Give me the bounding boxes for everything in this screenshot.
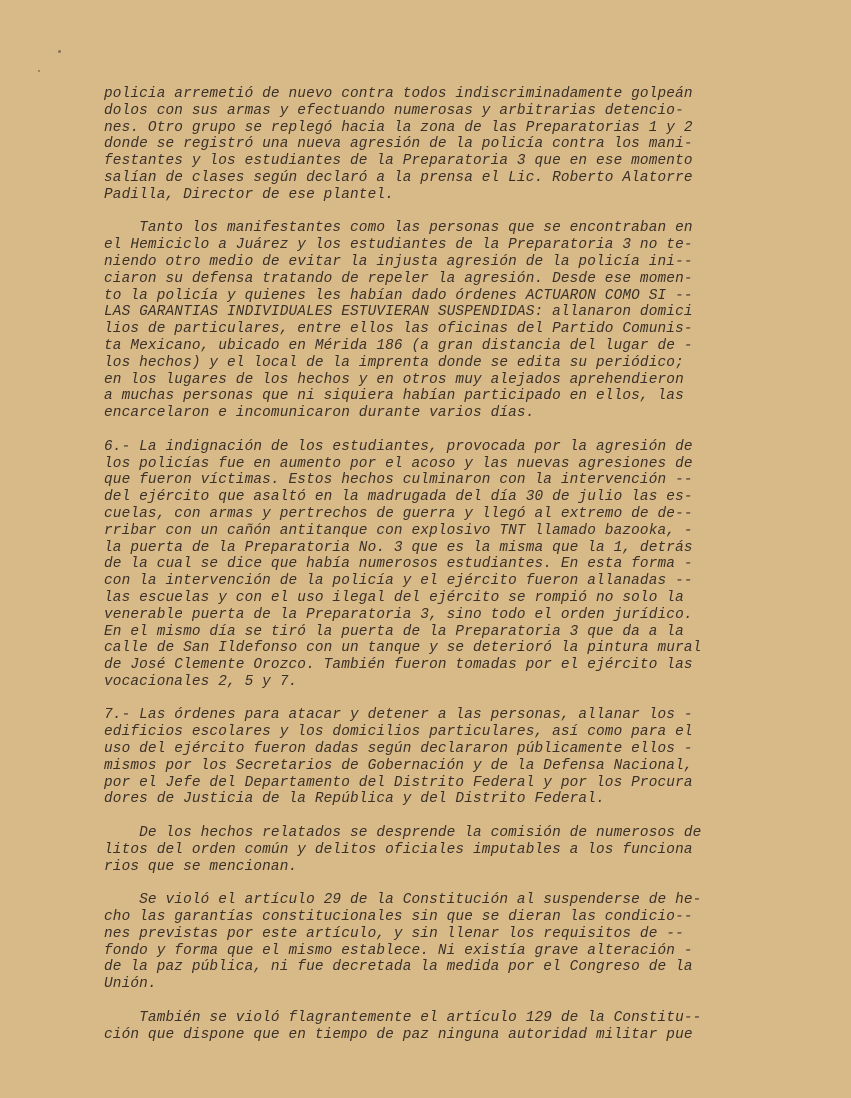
text-line: salían de clases según declaró a la prensa el Lic. Roberto Alatorre — [104, 169, 693, 186]
text-line: dores de Justicia de la República y del Distrito Federal. — [104, 791, 605, 808]
text-line: nes. Otro grupo se replegó hacia la zona de las Preparatorias 1 y 2 — [104, 119, 693, 136]
text-line: encarcelaron e incomunicaron durante varios días. — [104, 405, 535, 422]
text-line: LAS GARANTIAS INDIVIDUALES ESTUVIERAN SUSPENDIDAS: allanaron domici — [104, 304, 693, 321]
text-line: los hechos) y el local de la imprenta donde se edita su periódico; — [104, 354, 684, 371]
text-line: En el mismo día se tiró la puerta de la Preparatoria 3 que da a la — [104, 623, 684, 640]
text-line: 7.- Las órdenes para atacar y detener a las personas, allanar los - — [104, 707, 693, 724]
text-line: nes previstas por este artículo, y sin llenar los requisitos de -- — [104, 925, 684, 942]
text-line: cuelas, con armas y pertrechos de guerra y llegó al extremo de de-- — [104, 505, 693, 522]
text-line: donde se registró una nueva agresión de la policía contra los mani- — [104, 136, 693, 153]
text-line: la puerta de la Preparatoria No. 3 que es la misma que la 1, detrás — [104, 539, 693, 556]
text-line: el Hemiciclo a Juárez y los estudiantes de la Preparatoria 3 no te- — [104, 237, 693, 254]
paragraph — [104, 439, 791, 691]
text-line: por el Jefe del Departamento del Distrito Federal y por los Procura — [104, 774, 693, 791]
text-line: 6.- La indignación de los estudiantes, provocada por la agresión de — [104, 438, 693, 455]
text-line: calle de San Ildefonso con un tanque y se deterioró la pintura mural — [104, 640, 702, 657]
paragraph — [104, 892, 791, 993]
text-line: Se violó el artículo 29 de la Constitución al suspenderse de he- — [104, 892, 702, 909]
text-line: to la policía y quienes les habían dado órdenes ACTUARON COMO SI -- — [104, 287, 693, 304]
text-line: litos del orden común y delitos oficiales imputables a los funciona — [104, 841, 693, 858]
text-line: uso del ejército fueron dadas según declararon públicamente ellos - — [104, 741, 693, 758]
text-line: rios que se mencionan. — [104, 858, 298, 875]
text-line: con la intervención de la policía y el ejército fueron allanadas -- — [104, 573, 693, 590]
text-line: rribar con un cañón antitanque con explosivo TNT llamado bazooka, - — [104, 522, 693, 539]
text-line: festantes y los estudiantes de la Preparatoria 3 que en ese momento — [104, 153, 693, 170]
paper-speck — [58, 50, 61, 53]
text-line: niendo otro medio de evitar la injusta agresión de la policía ini-- — [104, 253, 693, 270]
text-line: de la cual se dice que había numerosos estudiantes. En esta forma - — [104, 556, 693, 573]
text-line: mismos por los Secretarios de Gobernación y de la Defensa Nacional, — [104, 757, 693, 774]
text-line: Padilla, Director de ese plantel. — [104, 186, 394, 203]
paragraph — [104, 220, 791, 422]
text-line: policia arremetió de nuevo contra todos indiscriminadamente golpeán — [104, 86, 693, 102]
text-line: a muchas personas que ni siquiera habían participado en ellos, las — [104, 388, 684, 405]
text-line: vocacionales 2, 5 y 7. — [104, 673, 298, 690]
text-line: ciaron su defensa tratando de repeler la agresión. Desde ese momen- — [104, 270, 693, 287]
text-line: ta Mexicano, ubicado en Mérida 186 (a gran distancia del lugar de - — [104, 337, 693, 354]
text-line: los policías fue en aumento por el acoso y las nuevas agresiones de — [104, 455, 693, 472]
text-line: fondo y forma que el mismo establece. Ni existía grave alteración - — [104, 942, 693, 959]
text-line: en los lugares de los hechos y en otros muy alejados aprehendieron — [104, 371, 684, 388]
paper-speck — [38, 70, 40, 72]
text-line: de la paz pública, ni fue decretada la medida por el Congreso de la — [104, 959, 693, 976]
paragraph — [104, 707, 791, 808]
text-line: del ejército que asaltó en la madrugada del día 30 de julio las es- — [104, 489, 693, 506]
paragraph — [104, 1010, 791, 1044]
text-line: dolos con sus armas y efectuando numerosas y arbitrarias detencio- — [104, 102, 684, 119]
text-line: ción que dispone que en tiempo de paz ninguna autoridad militar pue — [104, 1026, 693, 1043]
text-line: de José Clemente Orozco. También fueron tomadas por el ejército las — [104, 657, 693, 674]
text-line: edificios escolares y los domicilios particulares, así como para el — [104, 724, 693, 741]
text-line: que fueron víctimas. Estos hechos culminaron con la intervención -- — [104, 472, 693, 489]
text-line: Tanto los manifestantes como las personas que se encontraban en — [104, 220, 693, 237]
text-line: También se violó flagrantemente el artículo 129 de la Constitu-- — [104, 1009, 702, 1026]
document-body — [104, 86, 791, 1043]
text-line: las escuelas y con el uso ilegal del ejército se rompió no solo la — [104, 589, 684, 606]
text-line: venerable puerta de la Preparatoria 3, sino todo el orden jurídico. — [104, 606, 693, 623]
paragraph — [104, 825, 791, 875]
text-line: lios de particulares, entre ellos las oficinas del Partido Comunis- — [104, 321, 693, 338]
paragraph — [104, 86, 791, 204]
text-line: De los hechos relatados se desprende la comisión de numerosos de — [104, 825, 702, 842]
text-line: Unión. — [104, 976, 157, 993]
text-line: cho las garantías constitucionales sin que se dieran las condicio-- — [104, 909, 693, 926]
